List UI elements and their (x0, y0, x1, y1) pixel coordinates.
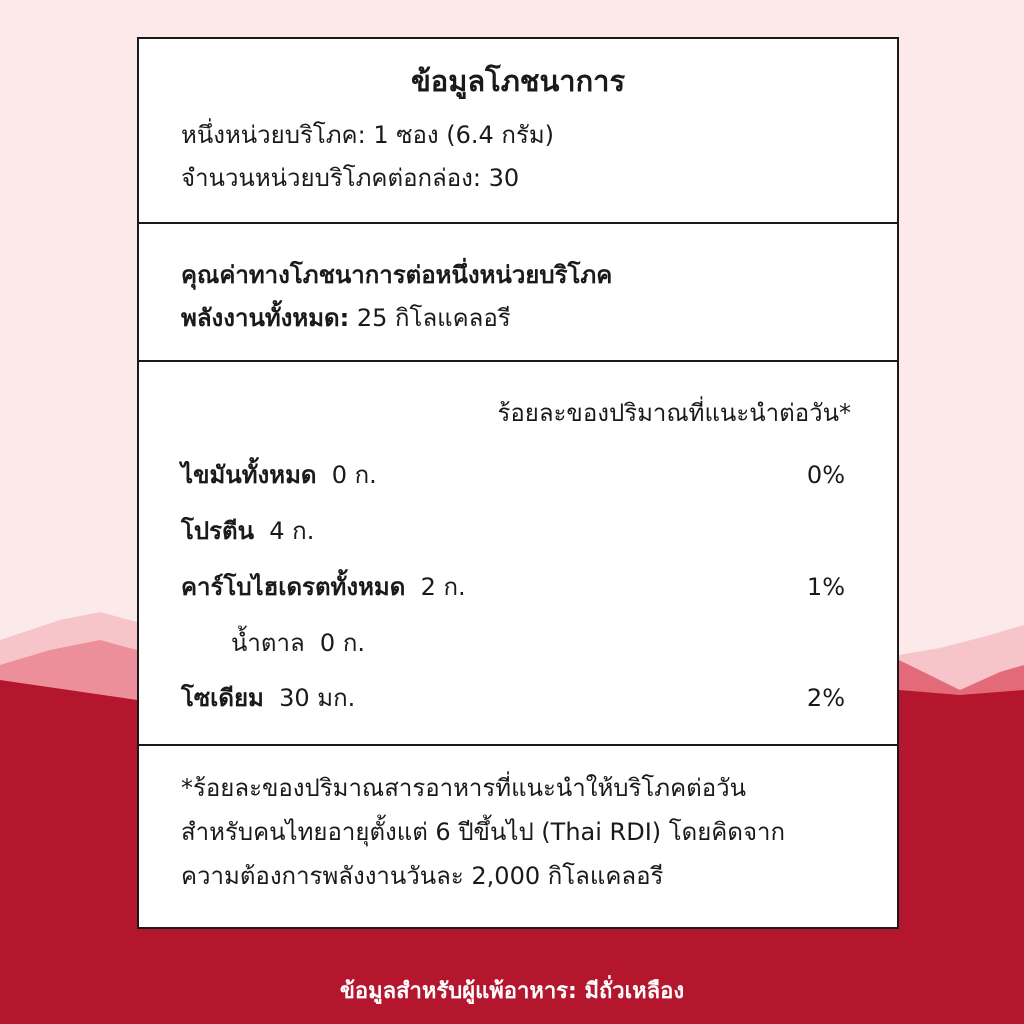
footnote-line: *ร้อยละของปริมาณสารอาหารที่แนะนำให้บริโภคต่อวัน (181, 774, 747, 802)
label-title: ข้อมูลโภชนาการ (410, 64, 626, 98)
serving-section (139, 39, 897, 222)
nutrient-row-fat (181, 459, 377, 491)
footnote-section (139, 744, 897, 927)
nutrient-amount: 2 ก. (420, 573, 466, 601)
nutrient-pct-sodium: 2% (806, 684, 845, 712)
nutrient-amount: 30 มก. (279, 684, 356, 712)
nutrient-name: โซเดียม (181, 684, 264, 712)
nutrient-amount: 0 ก. (319, 629, 365, 657)
nutrient-name: โปรตีน (181, 517, 255, 545)
nutrient-pct-carbohydrate: 1% (806, 573, 845, 601)
nutrient-amount: 4 ก. (269, 517, 315, 545)
nutrient-name: ไขมันทั้งหมด (181, 461, 317, 489)
footnote-line: ความต้องการพลังงานวันละ 2,000 กิโลแคลอรี (181, 862, 664, 890)
nutrient-row-sugar (231, 627, 365, 659)
energy-section (139, 222, 897, 362)
nutrient-row-carbohydrate (181, 571, 466, 603)
nutrient-name: น้ำตาล (231, 629, 305, 657)
nutrients-section (139, 360, 897, 746)
nutrition-label (137, 37, 899, 929)
energy-heading: คุณค่าทางโภชนาการต่อหนึ่งหน่วยบริโภค (181, 261, 613, 289)
energy-value: 25 กิโลแคลอรี (356, 304, 511, 332)
energy-row (181, 302, 511, 334)
nutrient-pct-fat: 0% (806, 461, 845, 489)
servings-per-box: จำนวนหน่วยบริโภคต่อกล่อง: 30 (181, 164, 520, 192)
serving-size: หนึ่งหน่วยบริโภค: 1 ซอง (6.4 กรัม) (181, 121, 555, 149)
nutrient-row-sodium (181, 682, 355, 714)
footnote-line: สำหรับคนไทยอายุตั้งแต่ 6 ปีขึ้นไป (Thai RDI) โดยคิดจาก (181, 818, 786, 846)
nutrient-amount: 0 ก. (331, 461, 377, 489)
daily-value-header: ร้อยละของปริมาณที่แนะนำต่อวัน* (497, 399, 851, 427)
nutrient-row-protein (181, 515, 314, 547)
energy-label: พลังงานทั้งหมด: (181, 304, 350, 332)
allergen-info: ข้อมูลสำหรับผู้แพ้อาหาร: มีถั่วเหลือง (339, 979, 685, 1004)
nutrient-name: คาร์โบไฮเดรตทั้งหมด (181, 573, 406, 601)
